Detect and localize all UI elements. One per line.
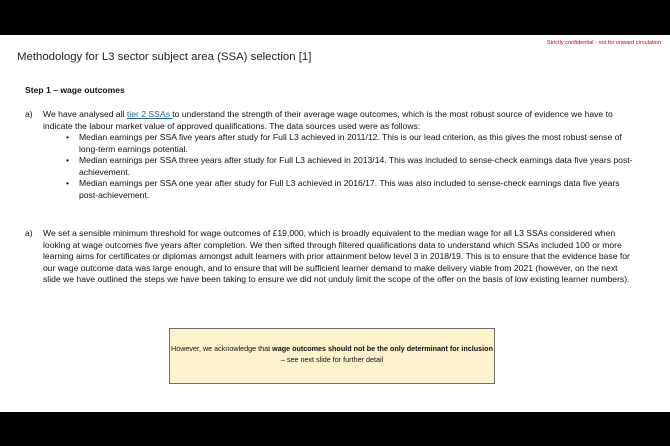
- tier2-ssas-link[interactable]: tier 2 SSAs: [126, 109, 173, 119]
- analysis-text-end: to understand the strength of their average wage outcomes, which is the most robust source of evidence we have to indicate the labour market value of approved qualifications. The data sources used were as follows:: [43, 109, 613, 131]
- analysis-text-start: We have analysed all: [43, 109, 127, 119]
- callout-text-start: However, we acknowledge that: [171, 344, 273, 353]
- paragraph-body: We set a sensible minimum threshold for wage outcomes of £19,000, which is broadly equivalent to the median wage for all L3 SSAs considered when looking at wage outcomes five years after completion. We then sifted through filtered qualifications data to understand which SSAs included 100 or more learning aims for certificates or diplomas amongst adult learners with prior attainment below level 3 in 2018/19. This is to ensure that the evidence base for our wage outcome data was large enough, and to ensure that will be sufficient learner demand to make delivery viable from 2021 (however, on the next slide we have outlined the steps we have been taking to ensure we did not unduly limit the scope of the offer on the basis of low existing learner numbers).: [43, 228, 630, 284]
- list-item: • Median earnings per SSA one year after study for Full L3 achieved in 2016/17. This was also included to sense-check earnings data five years post-achievement.: [79, 178, 637, 201]
- callout-box: [169, 328, 495, 384]
- data-sources-list: [43, 132, 637, 201]
- paragraph-letter: a): [25, 109, 33, 119]
- confidential-notice: Strictly confidential - not for onward circulation: [546, 40, 661, 46]
- paragraph-body: [43, 109, 637, 201]
- paragraph-letter: a): [25, 228, 33, 238]
- presentation-slide: [0, 35, 670, 412]
- callout-text-end: – see next slide for further detail: [280, 354, 384, 364]
- step-heading: Step 1 – wage outcomes: [25, 85, 125, 95]
- slide-title: Methodology for L3 sector subject area (SSA) selection [1]: [17, 51, 312, 63]
- paragraph-a-analysis: [25, 109, 637, 201]
- list-item: • Median earnings per SSA three years after study for Full L3 achieved in 2013/14. This was included to sense-check earnings data five years post-achievement.: [79, 155, 637, 178]
- callout-bold-text: wage outcomes should not be the only determinant for inclusion: [272, 344, 493, 353]
- list-item: • Median earnings per SSA five years after study for Full L3 achieved in 2011/12. This is our lead criterion, as this gives the most robust sense of long-term earnings potential.: [79, 132, 637, 155]
- paragraph-a-threshold: [25, 228, 637, 286]
